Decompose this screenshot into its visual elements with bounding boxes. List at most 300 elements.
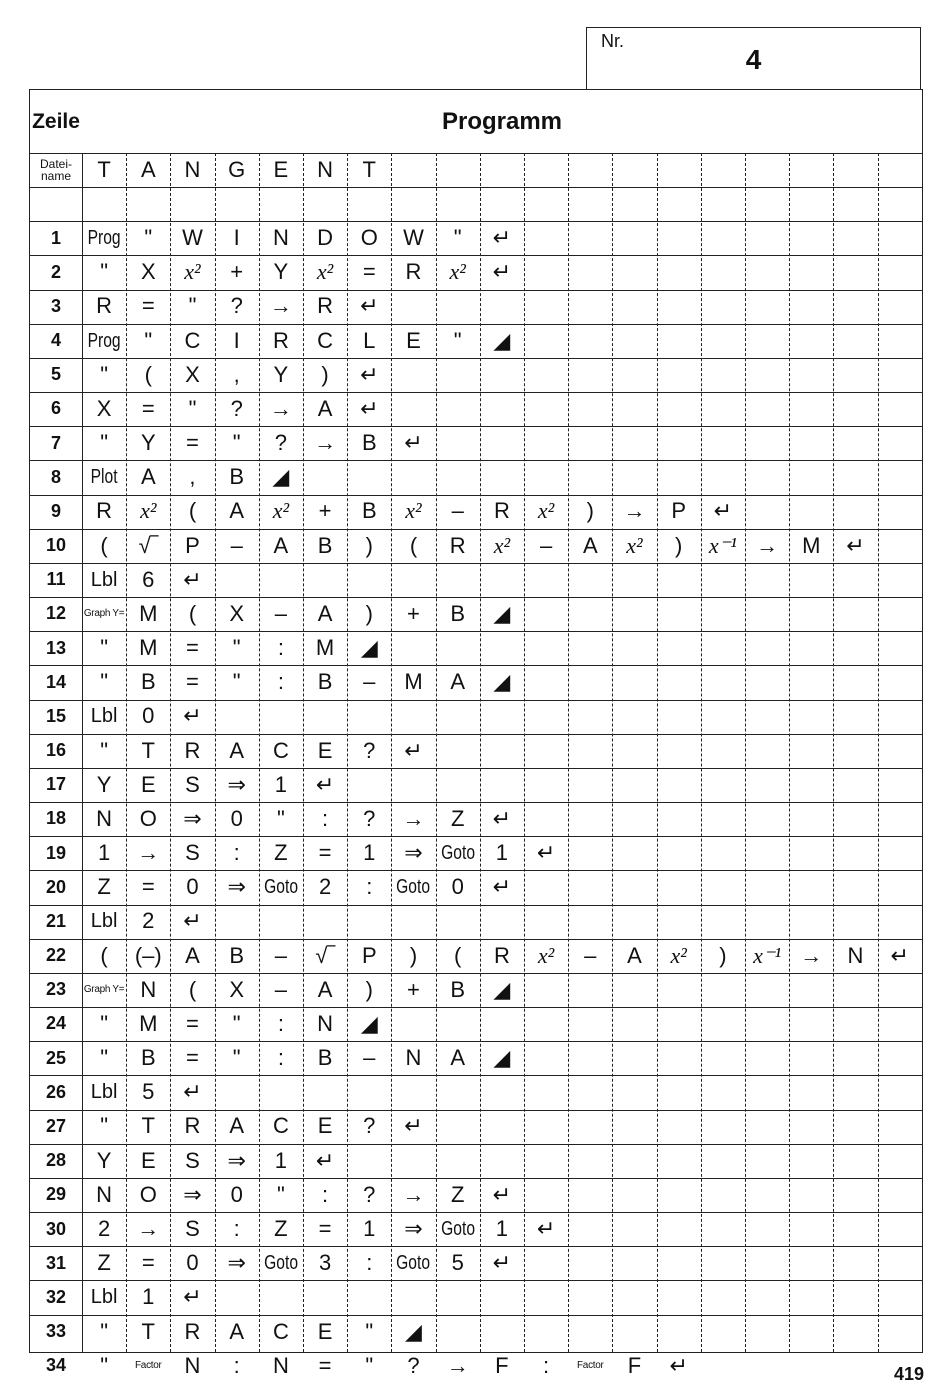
program-cell: : bbox=[366, 1250, 373, 1276]
program-cell: ↵ bbox=[183, 703, 202, 729]
number-box bbox=[586, 27, 921, 89]
program-cell: O bbox=[139, 1181, 157, 1207]
program-cell: I bbox=[233, 225, 240, 251]
program-cell: (–) bbox=[134, 942, 162, 968]
program-cell: N bbox=[272, 225, 289, 251]
program-cell: ↵ bbox=[315, 1147, 335, 1173]
program-cell: S bbox=[185, 840, 200, 866]
filename-cell: T bbox=[362, 157, 376, 182]
program-cell: P bbox=[361, 942, 377, 968]
program-cell: 0 bbox=[451, 874, 464, 900]
program-cell: R bbox=[96, 293, 113, 319]
program-cell: 6 bbox=[142, 566, 155, 592]
program-cell: + bbox=[407, 600, 420, 626]
program-cell: " bbox=[276, 805, 285, 831]
program-cell: E bbox=[406, 327, 421, 353]
program-cell: " bbox=[100, 259, 108, 285]
program-cell: → bbox=[446, 1352, 469, 1378]
program-cell: x² bbox=[670, 942, 687, 968]
program-cell: N bbox=[405, 1045, 422, 1071]
program-cell: ⇒ bbox=[404, 840, 423, 866]
program-cell: x² bbox=[493, 532, 511, 558]
program-cell: B bbox=[317, 669, 333, 695]
program-cell: → bbox=[402, 805, 425, 831]
program-cell: ◢ bbox=[493, 327, 511, 353]
program-cell: Z bbox=[274, 1216, 288, 1241]
program-cell: ) bbox=[321, 361, 329, 387]
program-cell: R bbox=[184, 1113, 201, 1139]
program-cell: Prog bbox=[87, 227, 121, 250]
program-cell: : bbox=[233, 840, 240, 866]
program-cell: " bbox=[100, 1318, 108, 1344]
program-cell: ⇒ bbox=[404, 1216, 423, 1241]
line-number: 12 bbox=[45, 603, 67, 624]
program-cell: ↵ bbox=[536, 1216, 556, 1241]
program-cell: ( bbox=[188, 498, 197, 524]
program-cell: ? bbox=[363, 1113, 376, 1139]
line-number: 15 bbox=[45, 705, 67, 726]
program-cell: X bbox=[140, 259, 156, 285]
program-cell: – bbox=[363, 669, 376, 695]
program-cell: B bbox=[361, 430, 377, 456]
program-cell: " bbox=[188, 293, 197, 319]
program-cell: Prog bbox=[87, 329, 121, 352]
program-cell: ? bbox=[230, 395, 243, 421]
programm-header: Programm bbox=[441, 107, 563, 135]
program-cell: √‾ bbox=[315, 942, 335, 968]
program-cell: ↵ bbox=[713, 498, 733, 524]
program-cell: Lbl bbox=[90, 910, 118, 933]
program-cell: x² bbox=[316, 259, 334, 285]
program-cell: F bbox=[627, 1352, 642, 1378]
program-cell: T bbox=[141, 737, 155, 763]
program-cell: Goto bbox=[396, 876, 431, 899]
program-cell: A bbox=[140, 464, 156, 490]
program-cell: ↵ bbox=[669, 1352, 688, 1378]
program-cell: 1 bbox=[97, 840, 111, 866]
line-number: 30 bbox=[45, 1218, 67, 1239]
line-number: 22 bbox=[45, 945, 67, 966]
program-cell: Graph Y= bbox=[83, 607, 125, 619]
program-cell: R bbox=[449, 532, 466, 558]
program-cell: " bbox=[144, 225, 153, 251]
program-cell: : bbox=[322, 1181, 329, 1207]
program-cell: R bbox=[184, 1318, 201, 1344]
program-cell: – bbox=[363, 1045, 376, 1071]
program-cell: x⁻¹ bbox=[753, 942, 782, 968]
line-number: 17 bbox=[45, 774, 67, 795]
program-cell: x² bbox=[537, 498, 555, 524]
program-cell: B bbox=[140, 669, 156, 695]
program-cell: N bbox=[140, 976, 157, 1002]
program-cell: 2 bbox=[318, 874, 332, 900]
program-cell: = bbox=[186, 669, 199, 695]
program-cell: N bbox=[317, 1010, 334, 1036]
program-cell: O bbox=[360, 225, 378, 251]
program-cell: = bbox=[141, 874, 155, 900]
program-cell: " bbox=[232, 635, 241, 661]
program-cell: M bbox=[139, 600, 158, 626]
cell-divider bbox=[789, 153, 790, 1352]
program-cell: E bbox=[317, 1318, 333, 1344]
program-cell: A bbox=[317, 395, 333, 421]
program-cell: – bbox=[584, 942, 597, 968]
program-cell: Factor bbox=[135, 1359, 162, 1371]
line-number: 21 bbox=[45, 910, 67, 931]
program-cell: " bbox=[100, 430, 108, 456]
program-cell: A bbox=[273, 532, 289, 558]
program-cell: : bbox=[233, 1352, 240, 1378]
program-cell: B bbox=[361, 498, 377, 524]
program-cell: C bbox=[272, 737, 289, 763]
program-cell: N bbox=[96, 805, 113, 831]
program-cell: ? bbox=[363, 1181, 376, 1207]
program-cell: ↵ bbox=[360, 293, 379, 319]
program-cell: 5 bbox=[142, 1079, 155, 1105]
program-cell: ↵ bbox=[183, 1079, 202, 1105]
program-cell: → bbox=[314, 430, 337, 456]
program-cell: 1 bbox=[495, 1216, 509, 1241]
program-cell: , bbox=[233, 361, 240, 387]
program-cell: → bbox=[756, 532, 779, 558]
program-cell: ↵ bbox=[404, 1113, 423, 1139]
program-cell: E bbox=[317, 737, 333, 763]
program-cell: – bbox=[451, 498, 464, 524]
program-cell: " bbox=[365, 1352, 374, 1378]
program-cell: Goto bbox=[263, 876, 298, 899]
program-cell: ↵ bbox=[492, 1250, 512, 1276]
program-cell: M bbox=[139, 635, 158, 661]
cell-divider bbox=[701, 153, 702, 1352]
program-cell: ( bbox=[100, 942, 108, 968]
program-cell: = bbox=[362, 259, 376, 285]
program-cell: " bbox=[365, 1318, 374, 1344]
line-number: 2 bbox=[50, 261, 61, 282]
line-number: 34 bbox=[45, 1355, 67, 1376]
program-cell: R bbox=[184, 737, 201, 763]
program-cell: : bbox=[277, 669, 284, 695]
program-cell: O bbox=[139, 805, 157, 831]
program-cell: x² bbox=[272, 498, 290, 524]
program-cell: Lbl bbox=[90, 1286, 118, 1309]
line-number: 6 bbox=[50, 398, 61, 419]
program-cell: " bbox=[232, 1010, 241, 1036]
program-cell: ? bbox=[363, 737, 376, 763]
program-cell: ↵ bbox=[492, 225, 512, 251]
program-cell: Graph Y= bbox=[83, 983, 125, 995]
program-cell: 0 bbox=[230, 805, 243, 831]
program-cell: ) bbox=[365, 976, 373, 1002]
filename-cell: E bbox=[273, 157, 289, 182]
line-number: 25 bbox=[45, 1047, 67, 1068]
program-cell: ↵ bbox=[360, 395, 379, 421]
program-cell: ◢ bbox=[405, 1318, 422, 1344]
program-cell: – bbox=[230, 532, 243, 558]
program-cell: A bbox=[317, 600, 333, 626]
program-cell: 0 bbox=[186, 1250, 199, 1276]
program-cell: → bbox=[623, 498, 646, 524]
program-cell: W bbox=[403, 225, 424, 251]
program-cell: C bbox=[317, 327, 334, 353]
program-cell: : bbox=[322, 805, 329, 831]
program-cell: Lbl bbox=[90, 568, 118, 591]
program-cell: P bbox=[671, 498, 687, 524]
program-cell: 0 bbox=[230, 1181, 243, 1207]
program-cell: R bbox=[96, 498, 113, 524]
program-cell: E bbox=[140, 1147, 156, 1173]
line-number: 26 bbox=[45, 1081, 67, 1102]
program-cell: ↵ bbox=[492, 874, 512, 900]
program-cell: → bbox=[800, 942, 823, 968]
program-cell: A bbox=[229, 498, 245, 524]
program-cell: " bbox=[100, 1352, 108, 1378]
program-cell: 2 bbox=[142, 908, 155, 934]
filename-cell: T bbox=[97, 157, 111, 182]
program-cell: → bbox=[269, 293, 292, 319]
program-cell: = bbox=[141, 395, 155, 421]
filename-cell: G bbox=[228, 157, 246, 182]
program-cell: 3 bbox=[318, 1250, 332, 1276]
program-cell: B bbox=[229, 464, 245, 490]
program-cell: " bbox=[100, 737, 108, 763]
program-cell: – bbox=[274, 942, 288, 968]
line-number: 18 bbox=[45, 808, 67, 829]
line-number: 7 bbox=[50, 432, 61, 453]
program-cell: Goto bbox=[263, 1252, 298, 1275]
program-cell: Y bbox=[96, 1147, 112, 1173]
line-number: 10 bbox=[45, 535, 67, 556]
program-cell: = bbox=[141, 293, 155, 319]
program-cell: B bbox=[317, 532, 333, 558]
program-cell: T bbox=[141, 1113, 155, 1139]
program-cell: ) bbox=[675, 532, 683, 558]
program-cell: X bbox=[229, 976, 245, 1002]
program-cell: R bbox=[493, 498, 510, 524]
cell-divider bbox=[568, 153, 569, 1352]
program-cell: " bbox=[100, 1010, 108, 1036]
program-cell: ( bbox=[188, 976, 197, 1002]
program-cell: M bbox=[139, 1010, 158, 1036]
row-divider bbox=[30, 187, 922, 188]
line-number: 5 bbox=[50, 364, 61, 385]
line-number: 32 bbox=[45, 1286, 67, 1307]
program-cell: 1 bbox=[363, 1216, 376, 1241]
program-cell: " bbox=[100, 669, 108, 695]
program-cell: A bbox=[229, 1113, 245, 1139]
program-cell: ) bbox=[409, 942, 418, 968]
program-cell: , bbox=[189, 464, 196, 490]
program-cell: A bbox=[229, 1318, 245, 1344]
program-cell: " bbox=[100, 635, 108, 661]
program-cell: ◢ bbox=[360, 635, 378, 661]
program-cell: ⇒ bbox=[227, 1147, 246, 1173]
program-cell: ↵ bbox=[492, 1181, 512, 1207]
program-cell: ( bbox=[100, 532, 108, 558]
program-cell: ( bbox=[454, 942, 462, 968]
program-cell: – bbox=[274, 600, 288, 626]
program-cell: → bbox=[269, 395, 292, 421]
program-cell: Y bbox=[273, 361, 289, 387]
program-cell: ⇒ bbox=[227, 874, 246, 900]
program-cell: : bbox=[366, 874, 373, 900]
program-cell: Z bbox=[97, 874, 111, 900]
program-cell: " bbox=[453, 225, 462, 251]
program-cell: C bbox=[184, 327, 201, 353]
program-cell: 0 bbox=[142, 703, 155, 729]
program-cell: " bbox=[232, 669, 241, 695]
program-cell: L bbox=[363, 327, 376, 353]
program-cell: x² bbox=[626, 532, 643, 558]
program-cell: B bbox=[317, 1045, 333, 1071]
program-cell: A bbox=[450, 1045, 466, 1071]
line-number: 28 bbox=[45, 1150, 67, 1171]
program-cell: = bbox=[186, 1045, 199, 1071]
program-cell: ↵ bbox=[492, 259, 512, 285]
program-cell: 1 bbox=[495, 840, 509, 866]
program-cell: W bbox=[182, 225, 203, 251]
program-cell: M bbox=[315, 635, 335, 661]
program-cell: → bbox=[402, 1181, 425, 1207]
program-cell: x² bbox=[140, 498, 157, 524]
program-cell: R bbox=[317, 293, 334, 319]
line-number: 20 bbox=[45, 876, 67, 897]
program-cell: A bbox=[627, 942, 642, 968]
cell-divider bbox=[878, 153, 879, 1352]
program-cell: N bbox=[96, 1181, 113, 1207]
program-cell: A bbox=[317, 976, 333, 1002]
program-cell: + bbox=[230, 259, 244, 285]
program-cell: " bbox=[188, 395, 197, 421]
program-cell: Z bbox=[274, 840, 288, 866]
program-cell: X bbox=[96, 395, 112, 421]
program-cell: = bbox=[186, 430, 199, 456]
program-cell: Lbl bbox=[90, 1081, 118, 1104]
line-number: 31 bbox=[45, 1252, 67, 1273]
program-cell: ◢ bbox=[493, 600, 511, 626]
program-cell: B bbox=[450, 600, 466, 626]
program-cell: N bbox=[272, 1352, 289, 1378]
program-cell: Y bbox=[273, 259, 289, 285]
program-cell: " bbox=[453, 327, 462, 353]
line-number: 13 bbox=[45, 637, 67, 658]
line-number: 3 bbox=[50, 295, 61, 316]
program-cell: Y bbox=[96, 771, 112, 797]
program-cell: 1 bbox=[274, 771, 288, 797]
program-cell: S bbox=[185, 1216, 200, 1241]
program-cell: M bbox=[404, 669, 423, 695]
program-cell: Y bbox=[140, 430, 156, 456]
line-number: 23 bbox=[45, 979, 67, 1000]
dateiname-header: Datei- name bbox=[39, 157, 72, 183]
program-cell: = bbox=[318, 840, 332, 866]
program-cell: x⁻¹ bbox=[708, 532, 737, 558]
line-number: 4 bbox=[50, 330, 61, 351]
line-number: 14 bbox=[45, 671, 67, 692]
program-cell: x² bbox=[405, 498, 422, 524]
zeile-header: Zeile bbox=[32, 109, 80, 133]
program-cell: Lbl bbox=[90, 705, 118, 728]
program-cell: T bbox=[141, 1318, 155, 1344]
program-cell: ◢ bbox=[493, 1045, 511, 1071]
program-cell: : bbox=[233, 1216, 240, 1241]
program-cell: X bbox=[229, 600, 245, 626]
program-cell: = bbox=[318, 1352, 332, 1378]
program-cell: R bbox=[493, 942, 510, 968]
line-number: 24 bbox=[45, 1013, 67, 1034]
program-cell: N bbox=[847, 942, 864, 968]
program-cell: ) bbox=[586, 498, 594, 524]
line-number: 29 bbox=[45, 1184, 67, 1205]
program-cell: ( bbox=[144, 361, 152, 387]
cell-divider bbox=[612, 153, 613, 1352]
program-cell: D bbox=[317, 225, 334, 251]
program-cell: ◢ bbox=[493, 669, 511, 695]
program-cell: " bbox=[100, 1113, 108, 1139]
program-cell: ( bbox=[409, 532, 418, 558]
program-cell: 0 bbox=[186, 874, 199, 900]
program-cell: + bbox=[318, 498, 332, 524]
line-number: 9 bbox=[50, 500, 61, 521]
program-cell: Z bbox=[97, 1250, 111, 1276]
program-cell: ⇒ bbox=[227, 1250, 246, 1276]
program-cell: Plot bbox=[90, 466, 118, 489]
program-cell: Goto bbox=[396, 1252, 431, 1275]
program-cell: = bbox=[318, 1216, 332, 1241]
program-cell: C bbox=[272, 1318, 289, 1344]
program-cell: " bbox=[276, 1181, 285, 1207]
program-cell: R bbox=[405, 259, 422, 285]
program-cell: : bbox=[277, 1010, 284, 1036]
program-cell: 1 bbox=[363, 840, 376, 866]
program-cell: " bbox=[100, 361, 108, 387]
program-cell: ↵ bbox=[183, 1284, 202, 1310]
filename-cell: N bbox=[317, 157, 334, 182]
program-cell: ⇒ bbox=[227, 771, 246, 797]
program-cell: x² bbox=[184, 259, 201, 285]
program-cell: ◢ bbox=[360, 1010, 378, 1036]
program-cell: Factor bbox=[577, 1359, 604, 1371]
program-cell: " bbox=[232, 1045, 241, 1071]
program-cell: F bbox=[495, 1352, 509, 1378]
program-cell: A bbox=[582, 532, 598, 558]
program-cell: E bbox=[317, 1113, 333, 1139]
program-cell: B bbox=[140, 1045, 156, 1071]
program-cell: ? bbox=[407, 1352, 420, 1378]
line-number: 16 bbox=[45, 740, 67, 761]
program-cell: B bbox=[450, 976, 466, 1002]
program-cell: ( bbox=[188, 600, 197, 626]
line-number: 11 bbox=[46, 569, 66, 590]
filename-cell: N bbox=[184, 157, 201, 182]
cell-divider bbox=[833, 153, 834, 1352]
program-cell: Z bbox=[450, 805, 465, 831]
program-cell: ↵ bbox=[404, 430, 423, 456]
program-cell: ⇒ bbox=[183, 805, 202, 831]
program-cell: ↵ bbox=[492, 805, 512, 831]
program-cell: ↵ bbox=[846, 532, 865, 558]
program-cell: P bbox=[185, 532, 200, 558]
program-cell: R bbox=[272, 327, 289, 353]
program-cell: ↵ bbox=[404, 737, 423, 763]
program-cell: = bbox=[141, 1250, 155, 1276]
line-number: 8 bbox=[50, 466, 61, 487]
program-cell: ⇒ bbox=[183, 1181, 202, 1207]
program-cell: A bbox=[450, 669, 466, 695]
program-cell: ↵ bbox=[890, 942, 909, 968]
program-cell: – bbox=[539, 532, 553, 558]
program-cell: Z bbox=[450, 1181, 465, 1207]
program-cell: x² bbox=[449, 259, 466, 285]
